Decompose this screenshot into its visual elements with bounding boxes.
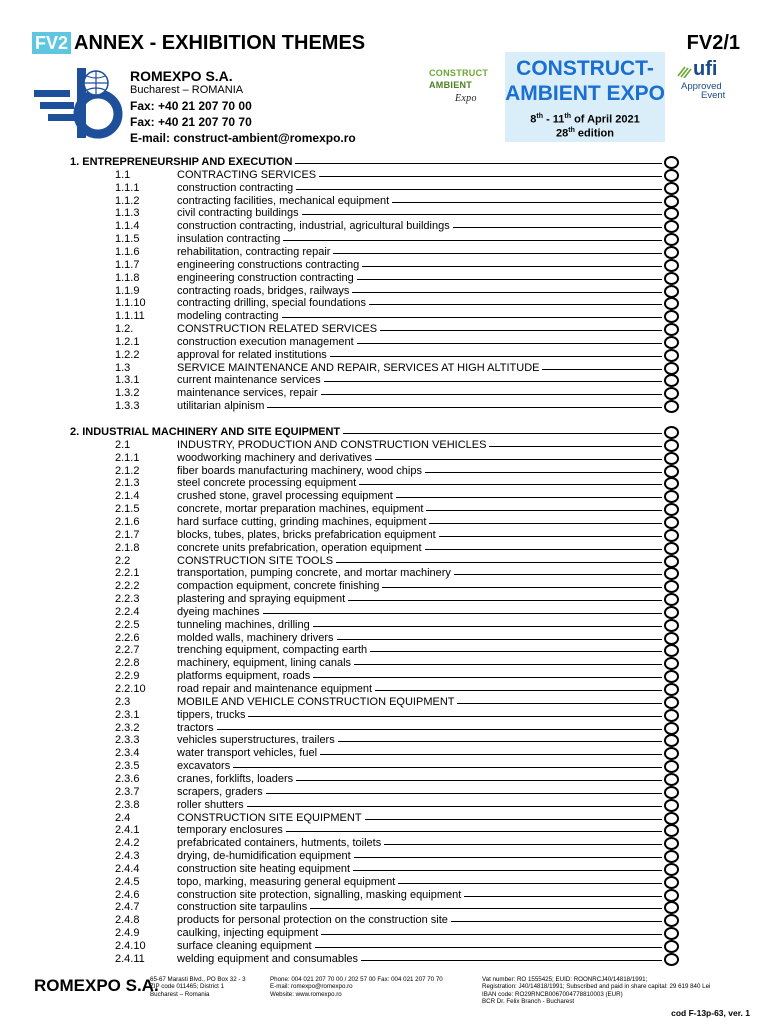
theme-number: 1.3.3 [115,400,140,413]
theme-checkbox[interactable] [664,156,679,169]
theme-label: approval for related institutions [177,349,662,362]
theme-label: CONSTRUCTION SITE EQUIPMENT [177,812,662,825]
theme-label: construction contracting, industrial, agricultural buildings [177,220,662,233]
theme-checkbox[interactable] [664,452,679,465]
theme-checkbox[interactable] [664,953,679,966]
theme-item-row [0,195,770,208]
theme-number: 2.4.7 [115,901,140,914]
theme-number: 1.1.7 [115,258,140,271]
theme-checkbox[interactable] [664,632,679,645]
event-logo-line-3: Expo [455,93,477,104]
theme-label: CONSTRUCTION SITE TOOLS [177,555,662,568]
theme-checkbox[interactable] [664,516,679,529]
theme-label: cranes, forklifts, loaders [177,773,662,786]
theme-checkbox[interactable] [664,272,679,285]
theme-label: surface cleaning equipment [177,940,662,953]
theme-checkbox[interactable] [664,567,679,580]
theme-number: 1.1 [115,168,131,181]
theme-number: 2.3.7 [115,785,140,798]
theme-item-row [0,606,770,619]
theme-item-row [0,876,770,889]
theme-checkbox[interactable] [664,246,679,259]
theme-checkbox[interactable] [664,889,679,902]
theme-checkbox[interactable] [664,580,679,593]
theme-number: 2.3.8 [115,798,140,811]
theme-checkbox[interactable] [664,876,679,889]
theme-number: 2.4.10 [115,940,146,952]
theme-number: 2.1.5 [115,503,140,516]
theme-item-row [0,374,770,387]
theme-checkbox[interactable] [664,490,679,503]
theme-label: CONSTRUCTION RELATED SERVICES [177,323,662,336]
theme-checkbox[interactable] [664,863,679,876]
theme-item-row [0,709,770,722]
theme-checkbox[interactable] [664,542,679,555]
theme-label: fiber boards manufacturing machinery, wood chips [177,465,662,478]
theme-number: 1.1.4 [115,220,140,233]
theme-checkbox[interactable] [664,850,679,863]
theme-number: 1.1.8 [115,271,140,284]
footer-contact: Phone: 004 021 207 70 00 / 202 57 00 Fax: 004 021 207 70 70 E-mail: romexpo@romexpo.ro Website: www.romexpo.ro [270,976,443,998]
theme-label: steel concrete processing equipment [177,477,662,490]
theme-checkbox[interactable] [664,465,679,478]
theme-number: 1.1.9 [115,284,140,297]
theme-checkbox[interactable] [664,927,679,940]
theme-number: 2.2.8 [115,657,140,670]
page-title: ANNEX - EXHIBITION THEMES [74,32,366,54]
theme-checkbox[interactable] [664,400,679,413]
theme-number: 2.3.2 [115,721,140,734]
theme-label: utilitarian alpinism [177,400,662,413]
theme-label: water transport vehicles, fuel [177,747,662,760]
theme-number: 1.2.1 [115,335,140,348]
theme-number: 1.3.1 [115,374,140,387]
theme-label: CONTRACTING SERVICES [177,169,662,182]
theme-item-row [0,722,770,735]
theme-item-row [0,901,770,914]
theme-item-row [0,786,770,799]
theme-item-row [0,593,770,606]
theme-checkbox[interactable] [664,644,679,657]
event-name [505,56,665,106]
theme-checkbox[interactable] [664,593,679,606]
theme-checkbox[interactable] [664,709,679,722]
event-logo-line-2: AMBIENT [429,80,473,90]
theme-number: 1.1.3 [115,207,140,220]
ufi-swoosh-icon [677,64,693,78]
theme-label: construction execution management [177,336,662,349]
theme-number: 1.2.2 [115,348,140,361]
theme-checkbox[interactable] [664,336,679,349]
theme-item-row [0,297,770,310]
event-edition: 28th edition [556,127,614,140]
theme-label: construction contracting [177,182,662,195]
footer [0,968,770,1024]
theme-label: prefabricated containers, hutments, toilets [177,837,662,850]
theme-checkbox[interactable] [664,285,679,298]
theme-item-row [0,632,770,645]
theme-checkbox[interactable] [664,824,679,837]
document-code: cod F-13p-63, ver. 1 [671,1008,750,1018]
theme-label: roller shutters [177,799,662,812]
theme-item-row [0,529,770,542]
theme-item-row [0,349,770,362]
theme-label: hard surface cutting, grinding machines, equipment [177,516,662,529]
theme-item-row [0,812,770,825]
theme-number: 2.3.6 [115,772,140,785]
theme-number: 1.3 [115,361,131,374]
theme-checkbox[interactable] [664,503,679,516]
theme-item-row [0,889,770,902]
theme-label: excavators [177,760,662,773]
theme-item-row [0,580,770,593]
theme-item-row [0,477,770,490]
theme-item-row [0,734,770,747]
theme-number: 2.4.9 [115,927,140,940]
theme-checkbox[interactable] [664,747,679,760]
theme-item-row [0,182,770,195]
theme-number: 2.2.9 [115,670,140,683]
theme-item-row [0,670,770,683]
theme-checkbox[interactable] [664,426,679,439]
theme-label: temporary enclosures [177,824,662,837]
theme-checkbox[interactable] [664,722,679,735]
theme-checkbox[interactable] [664,683,679,696]
theme-item-row [0,259,770,272]
theme-section-row [0,156,770,169]
theme-label: contracting roads, bridges, railways [177,285,662,298]
theme-number: 1.1.6 [115,245,140,258]
email-line: E-mail: construct-ambient@romexpo.ro [130,131,356,145]
theme-label: SERVICE MAINTENANCE AND REPAIR, SERVICES AT HIGH ALTITUDE [177,362,662,375]
theme-number: 1.1.11 [115,310,145,323]
theme-item-row [0,940,770,953]
theme-label: plastering and spraying equipment [177,593,662,606]
theme-item-row [0,516,770,529]
theme-checkbox[interactable] [664,169,679,182]
theme-number: 2.1 [115,438,131,451]
theme-number: 1.2. [115,323,134,336]
footer-address: 65-67 Marasti Blvd., PO Box 32 - 3 ZIP code 011465; District 1 Bucharest – Romania [150,976,246,998]
event-name-line-2: AMBIENT EXPO [505,82,665,105]
theme-checkbox[interactable] [664,529,679,542]
theme-label: 1. ENTREPRENEURSHIP AND EXECUTION [70,156,662,169]
event-logo-line-1: CONSTRUCT [429,68,489,78]
theme-item-row [0,555,770,568]
theme-label: 2. INDUSTRIAL MACHINERY AND SITE EQUIPMENT [70,426,662,439]
theme-label: MOBILE AND VEHICLE CONSTRUCTION EQUIPMENT [177,696,662,709]
theme-checkbox[interactable] [664,940,679,953]
theme-number: 2.2.2 [115,580,140,593]
theme-number: 2.2.4 [115,605,140,618]
theme-item-row [0,400,770,413]
theme-number: 2.1.4 [115,490,140,503]
theme-checkbox[interactable] [664,207,679,220]
theme-label: concrete units prefabrication, operation equipment [177,542,662,555]
theme-label: construction site tarpaulins [177,901,662,914]
theme-number: 2.1.6 [115,515,140,528]
theme-number: 2.3.3 [115,734,140,747]
theme-item-row [0,619,770,632]
theme-label: modeling contracting [177,310,662,323]
theme-label: INDUSTRY, PRODUCTION AND CONSTRUCTION VEHICLES [177,439,662,452]
theme-label: construction site protection, signalling, masking equipment [177,889,662,902]
theme-checkbox[interactable] [664,323,679,336]
theme-checkbox[interactable] [664,799,679,812]
theme-item-row [0,747,770,760]
theme-label: insulation contracting [177,233,662,246]
theme-item-row [0,285,770,298]
theme-number: 2.4.3 [115,850,140,863]
theme-number: 1.1.2 [115,194,140,207]
theme-item-row [0,323,770,336]
theme-item-row [0,169,770,182]
theme-number: 2.4.11 [115,952,145,965]
theme-number: 1.1.1 [115,181,140,194]
theme-checkbox[interactable] [664,310,679,323]
theme-label: dyeing machines [177,606,662,619]
construct-ambient-logo [425,66,503,118]
theme-number: 1.1.5 [115,233,140,246]
ufi-approved-text: Approved [681,81,722,92]
theme-number: 2.3.4 [115,747,140,760]
theme-item-row [0,310,770,323]
theme-label: blocks, tubes, plates, bricks prefabrication equipment [177,529,662,542]
theme-checkbox[interactable] [664,555,679,568]
ufi-text: ufi [693,58,718,80]
theme-item-row [0,760,770,773]
footer-brand: ROMEXPO S.A. [34,976,159,995]
theme-label: tractors [177,722,662,735]
theme-item-row [0,837,770,850]
theme-label: crushed stone, gravel processing equipment [177,490,662,503]
theme-label: tippers, trucks [177,709,662,722]
theme-label: current maintenance services [177,374,662,387]
theme-item-row [0,336,770,349]
theme-item-row [0,953,770,966]
theme-item-row [0,824,770,837]
theme-label: caulking, injecting equipment [177,927,662,940]
theme-number: 1.3.2 [115,387,140,400]
theme-number: 1.1.10 [115,297,146,310]
theme-checkbox[interactable] [664,760,679,773]
theme-item-row [0,914,770,927]
theme-number: 2.2.5 [115,618,140,631]
theme-checkbox[interactable] [664,670,679,683]
theme-item-row [0,387,770,400]
event-dates: 8th - 11th of April 2021 [530,113,640,126]
form-code-badge: FV2 [32,32,71,54]
theme-item-row [0,362,770,375]
theme-checkbox[interactable] [664,297,679,310]
theme-checkbox[interactable] [664,786,679,799]
theme-item-row [0,927,770,940]
theme-label: compaction equipment, concrete finishing [177,580,662,593]
theme-number: 2.3.5 [115,760,140,773]
theme-number: 2.1.7 [115,528,140,541]
theme-checkbox[interactable] [664,220,679,233]
theme-checkbox[interactable] [664,812,679,825]
theme-label: scrapers, graders [177,786,662,799]
theme-label: drying, de-humidification equipment [177,850,662,863]
event-name-line-1: CONSTRUCT- [516,57,654,80]
theme-item-row [0,696,770,709]
theme-item-row [0,233,770,246]
theme-item-row [0,799,770,812]
fax-line-1: Fax: +40 21 207 70 00 [130,99,252,113]
theme-checkbox[interactable] [664,233,679,246]
theme-number: 2.4.8 [115,914,140,927]
theme-label: vehicles superstructures, trailers [177,734,662,747]
theme-number: 2.4.1 [115,824,140,837]
theme-number: 2.2 [115,554,131,567]
theme-number: 2.1.1 [115,451,140,464]
theme-section-row [0,426,770,439]
company-name: ROMEXPO S.A. [130,68,233,84]
theme-label: tunneling machines, drilling [177,619,662,632]
theme-item-row [0,220,770,233]
theme-checkbox[interactable] [664,606,679,619]
page-number: FV2/1 [686,32,740,54]
theme-item-row [0,542,770,555]
theme-number: 2.2.7 [115,644,140,657]
romexpo-logo [30,66,124,142]
theme-label: engineering construction contracting [177,272,662,285]
theme-label: welding equipment and consumables [177,953,662,966]
theme-checkbox[interactable] [664,362,679,375]
theme-checkbox[interactable] [664,657,679,670]
theme-label: road repair and maintenance equipment [177,683,662,696]
theme-number: 2.2.6 [115,631,140,644]
fax-line-2: Fax: +40 21 207 70 70 [130,115,252,129]
theme-number: 2.1.2 [115,464,140,477]
theme-number: 2.2.3 [115,593,140,606]
theme-label: contracting facilities, mechanical equipment [177,195,662,208]
theme-label: molded walls, machinery drivers [177,632,662,645]
theme-item-row [0,439,770,452]
theme-label: platforms equipment, roads [177,670,662,683]
theme-label: trenching equipment, compacting earth [177,644,662,657]
theme-label: machinery, equipment, lining canals [177,657,662,670]
theme-number: 2.4.4 [115,862,140,875]
theme-item-row [0,246,770,259]
theme-label: maintenance services, repair [177,387,662,400]
ufi-approved-event-logo [675,58,735,104]
theme-label: rehabilitation, contracting repair [177,246,662,259]
theme-label: construction site heating equipment [177,863,662,876]
theme-checkbox[interactable] [664,349,679,362]
theme-label: transportation, pumping concrete, and mortar machinery [177,567,662,580]
theme-item-row [0,452,770,465]
theme-item-row [0,465,770,478]
theme-number: 2.3.1 [115,708,140,721]
ufi-event-text: Event [701,90,726,101]
theme-item-row [0,644,770,657]
footer-registration: Vat number: RO 1555425; EUID: ROONRCJ40/14818/1991; Registration: J40/14818/1991; Subscribed and paid in share capital: 29 619 840 Lei IBAN code: RO29RNCB0067004778810003 (EUR) BCR Dr. Felix Branch - Bucharest [482,976,711,1005]
theme-item-row [0,773,770,786]
theme-label: civil contracting buildings [177,207,662,220]
theme-number: 2.4.5 [115,875,140,888]
theme-checkbox[interactable] [664,619,679,632]
theme-checkbox[interactable] [664,734,679,747]
theme-item-row [0,850,770,863]
theme-checkbox[interactable] [664,259,679,272]
theme-item-row [0,490,770,503]
theme-number: 2.4.6 [115,888,140,901]
theme-checkbox[interactable] [664,195,679,208]
theme-checkbox[interactable] [664,773,679,786]
event-info-box [505,52,665,142]
theme-item-row [0,207,770,220]
theme-number: 2.4.2 [115,837,140,850]
theme-item-row [0,863,770,876]
theme-checkbox[interactable] [664,914,679,927]
theme-item-row [0,657,770,670]
theme-number: 2.1.3 [115,477,140,490]
theme-number: 2.1.8 [115,541,140,554]
company-location: Bucharest – ROMANIA [130,84,244,96]
theme-checkbox[interactable] [664,837,679,850]
theme-label: products for personal protection on the construction site [177,914,662,927]
theme-checkbox[interactable] [664,477,679,490]
theme-checkbox[interactable] [664,901,679,914]
theme-item-row [0,272,770,285]
theme-checkbox[interactable] [664,696,679,709]
theme-checkbox[interactable] [664,374,679,387]
theme-checkbox[interactable] [664,182,679,195]
theme-checkbox[interactable] [664,387,679,400]
theme-number: 2.2.1 [115,567,140,580]
theme-checkbox[interactable] [664,439,679,452]
theme-label: concrete, mortar preparation machines, equipment [177,503,662,516]
theme-label: topo, marking, measuring general equipment [177,876,662,889]
theme-number: 2.4 [115,811,131,824]
theme-item-row [0,683,770,696]
theme-label: woodworking machinery and derivatives [177,452,662,465]
theme-number: 2.3 [115,695,131,708]
theme-item-row [0,503,770,516]
theme-label: contracting drilling, special foundations [177,297,662,310]
theme-label: engineering constructions contracting [177,259,662,272]
theme-number: 2.2.10 [115,683,146,695]
theme-item-row [0,567,770,580]
